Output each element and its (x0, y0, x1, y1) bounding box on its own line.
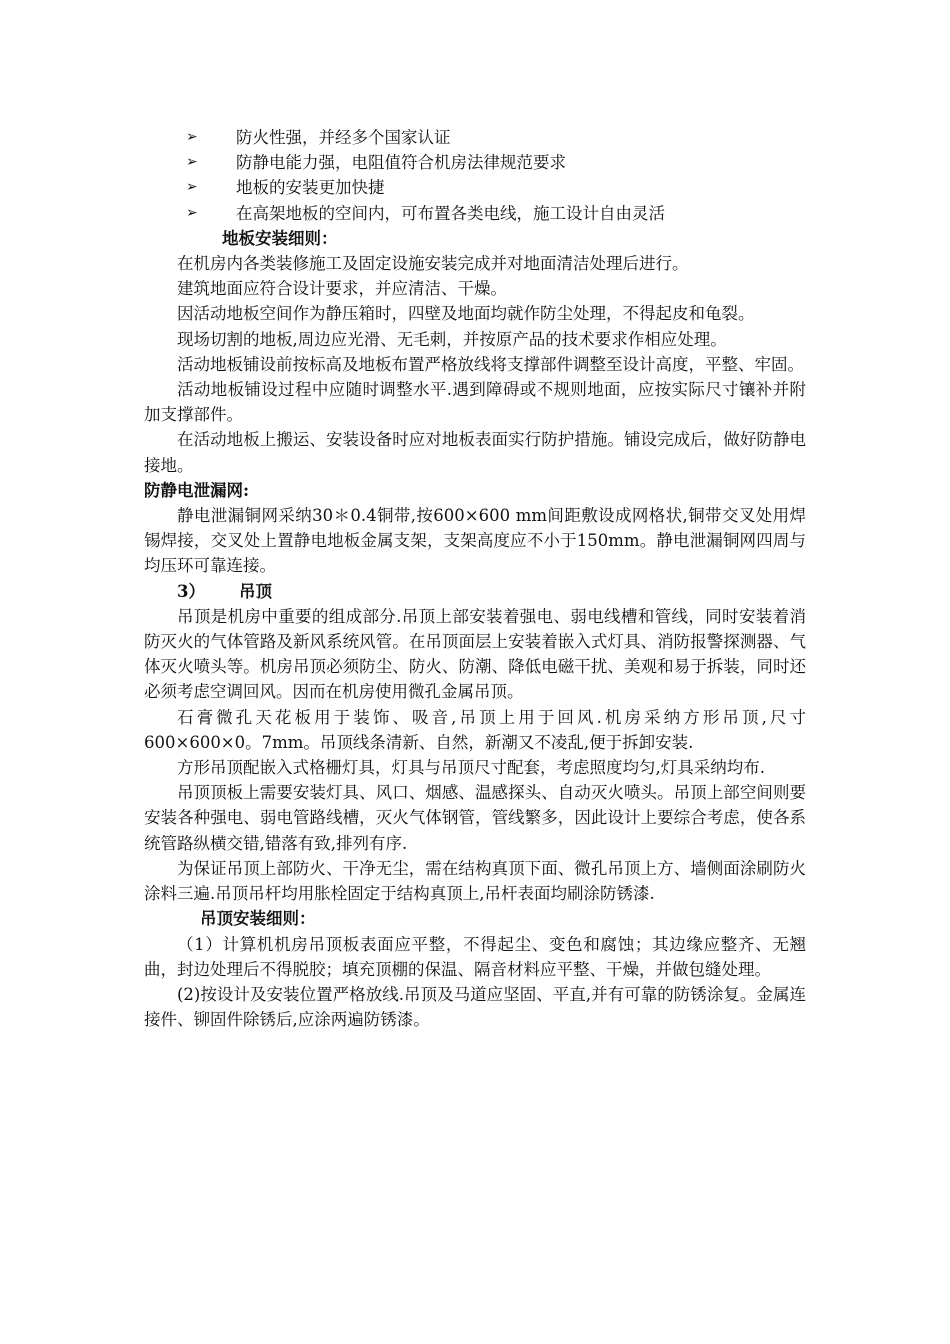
bullet-item (144, 125, 806, 150)
ceiling-install-heading: 吊顶安装细则： (200, 909, 316, 929)
paragraph: 吊顶是机房中重要的组成部分.吊顶上部安装着强电、弱电线槽和管线，同时安装着消防灭火的气体管路及新风系统风管。在吊顶面层上安装着嵌入式灯具、消防报警探测器、气体灭火喷头等。机房吊顶必须防尘、防火、防潮、降低电磁干扰、美观和易于拆装，同时还必须考虑空调回风。因而在机房使用微孔金属吊顶。 (144, 606, 806, 702)
section-title: 吊顶 (239, 581, 272, 601)
paragraph: 石膏微孔天花板用于装饰、吸音,吊顶上用于回风.机房采纳方形吊顶,尺寸600×600×0。7mm。吊顶线条清新、自然，新潮又不凌乱,便于拆卸安装. (144, 707, 806, 752)
paragraph: 静电泄漏铜网采纳30＊0.4铜带,按600×600 mm间距敷设成网格状,铜带交叉处用焊锡焊接，交叉处上置静电地板金属支架，支架高度应不小于150mm。静电泄漏铜网四周与均压环可靠连接。 (144, 506, 806, 576)
paragraph: 在机房内各类装修施工及固定设施安装完成并对地面清洁处理后进行。 (177, 254, 689, 274)
paragraph: 因活动地板空间作为静压箱时，四壁及地面均就作防尘处理，不得起皮和龟裂。 (177, 304, 755, 324)
bullet-text: 防静电能力强，电阻值符合机房法律规范要求 (236, 153, 566, 173)
bullet-text: 防火性强，并经多个国家认证 (236, 128, 451, 147)
paragraph: 方形吊顶配嵌入式格栅灯具，灯具与吊顶尺寸配套，考虑照度均匀,灯具采纳均布. (177, 758, 765, 778)
paragraph: 吊顶顶板上需要安装灯具、风口、烟感、温感探头、自动灭火喷头。吊顶上部空间则要安装各种强电、弱电管路线槽，灭火气体钢管，管线繁多，因此设计上要综合考虑，使各系统管路纵横交错,错落有致,排列有序. (144, 783, 806, 853)
bullet-item (144, 150, 806, 175)
bullet-item (144, 175, 806, 200)
paragraph: 活动地板铺设过程中应随时调整水平.遇到障碍或不规则地面，应按实际尺寸镶补并附加支撑部件。 (144, 380, 806, 425)
ceiling-heading (144, 579, 806, 604)
arrow-bullet-icon: ➢ (186, 179, 198, 196)
bullet-item (144, 201, 806, 226)
document-body (144, 125, 806, 1032)
section-number: 3） (177, 581, 205, 601)
paragraph: （1）计算机机房吊顶板表面应平整，不得起尘、变色和腐蚀；其边缘应整齐、无翘曲，封边处理后不得脱胶；填充顶棚的保温、隔音材料应平整、干燥，并做包缝处理。 (144, 934, 806, 979)
paragraph: 现场切割的地板,周边应光滑、无毛刺，并按原产品的技术要求作相应处理。 (177, 329, 727, 349)
bullet-text: 地板的安装更加快捷 (236, 178, 385, 198)
paragraph: 活动地板铺设前按标高及地板布置严格放线将支撑部件调整至设计高度，平整、牢固。 (177, 354, 804, 374)
arrow-bullet-icon: ➢ (186, 154, 198, 171)
bullet-text: 在高架地板的空间内，可布置各类电线，施工设计自由灵活 (236, 203, 665, 223)
arrow-bullet-icon: ➢ (186, 129, 198, 145)
floor-install-heading: 地板安装细则： (222, 228, 338, 248)
paragraph: 为保证吊顶上部防火、干净无尘，需在结构真顶下面、微孔吊顶上方、墙侧面涂刷防火涂料三遍.吊顶吊杆均用胀栓固定于结构真顶上,吊杆表面均刷涂防锈漆. (144, 858, 806, 904)
paragraph: 建筑地面应符合设计要求，并应清洁、干燥。 (177, 279, 507, 299)
paragraph: 在活动地板上搬运、安装设备时应对地板表面实行防护措施。铺设完成后，做好防静电接地。 (144, 430, 806, 475)
antistatic-heading: 防静电泄漏网: (144, 480, 250, 500)
paragraph: (2)按设计及安装位置严格放线.吊顶及马道应坚固、平直,并有可靠的防锈涂复。金属连接件、铆固件除锈后,应涂两遍防锈漆。 (144, 984, 806, 1030)
arrow-bullet-icon: ➢ (186, 204, 198, 221)
